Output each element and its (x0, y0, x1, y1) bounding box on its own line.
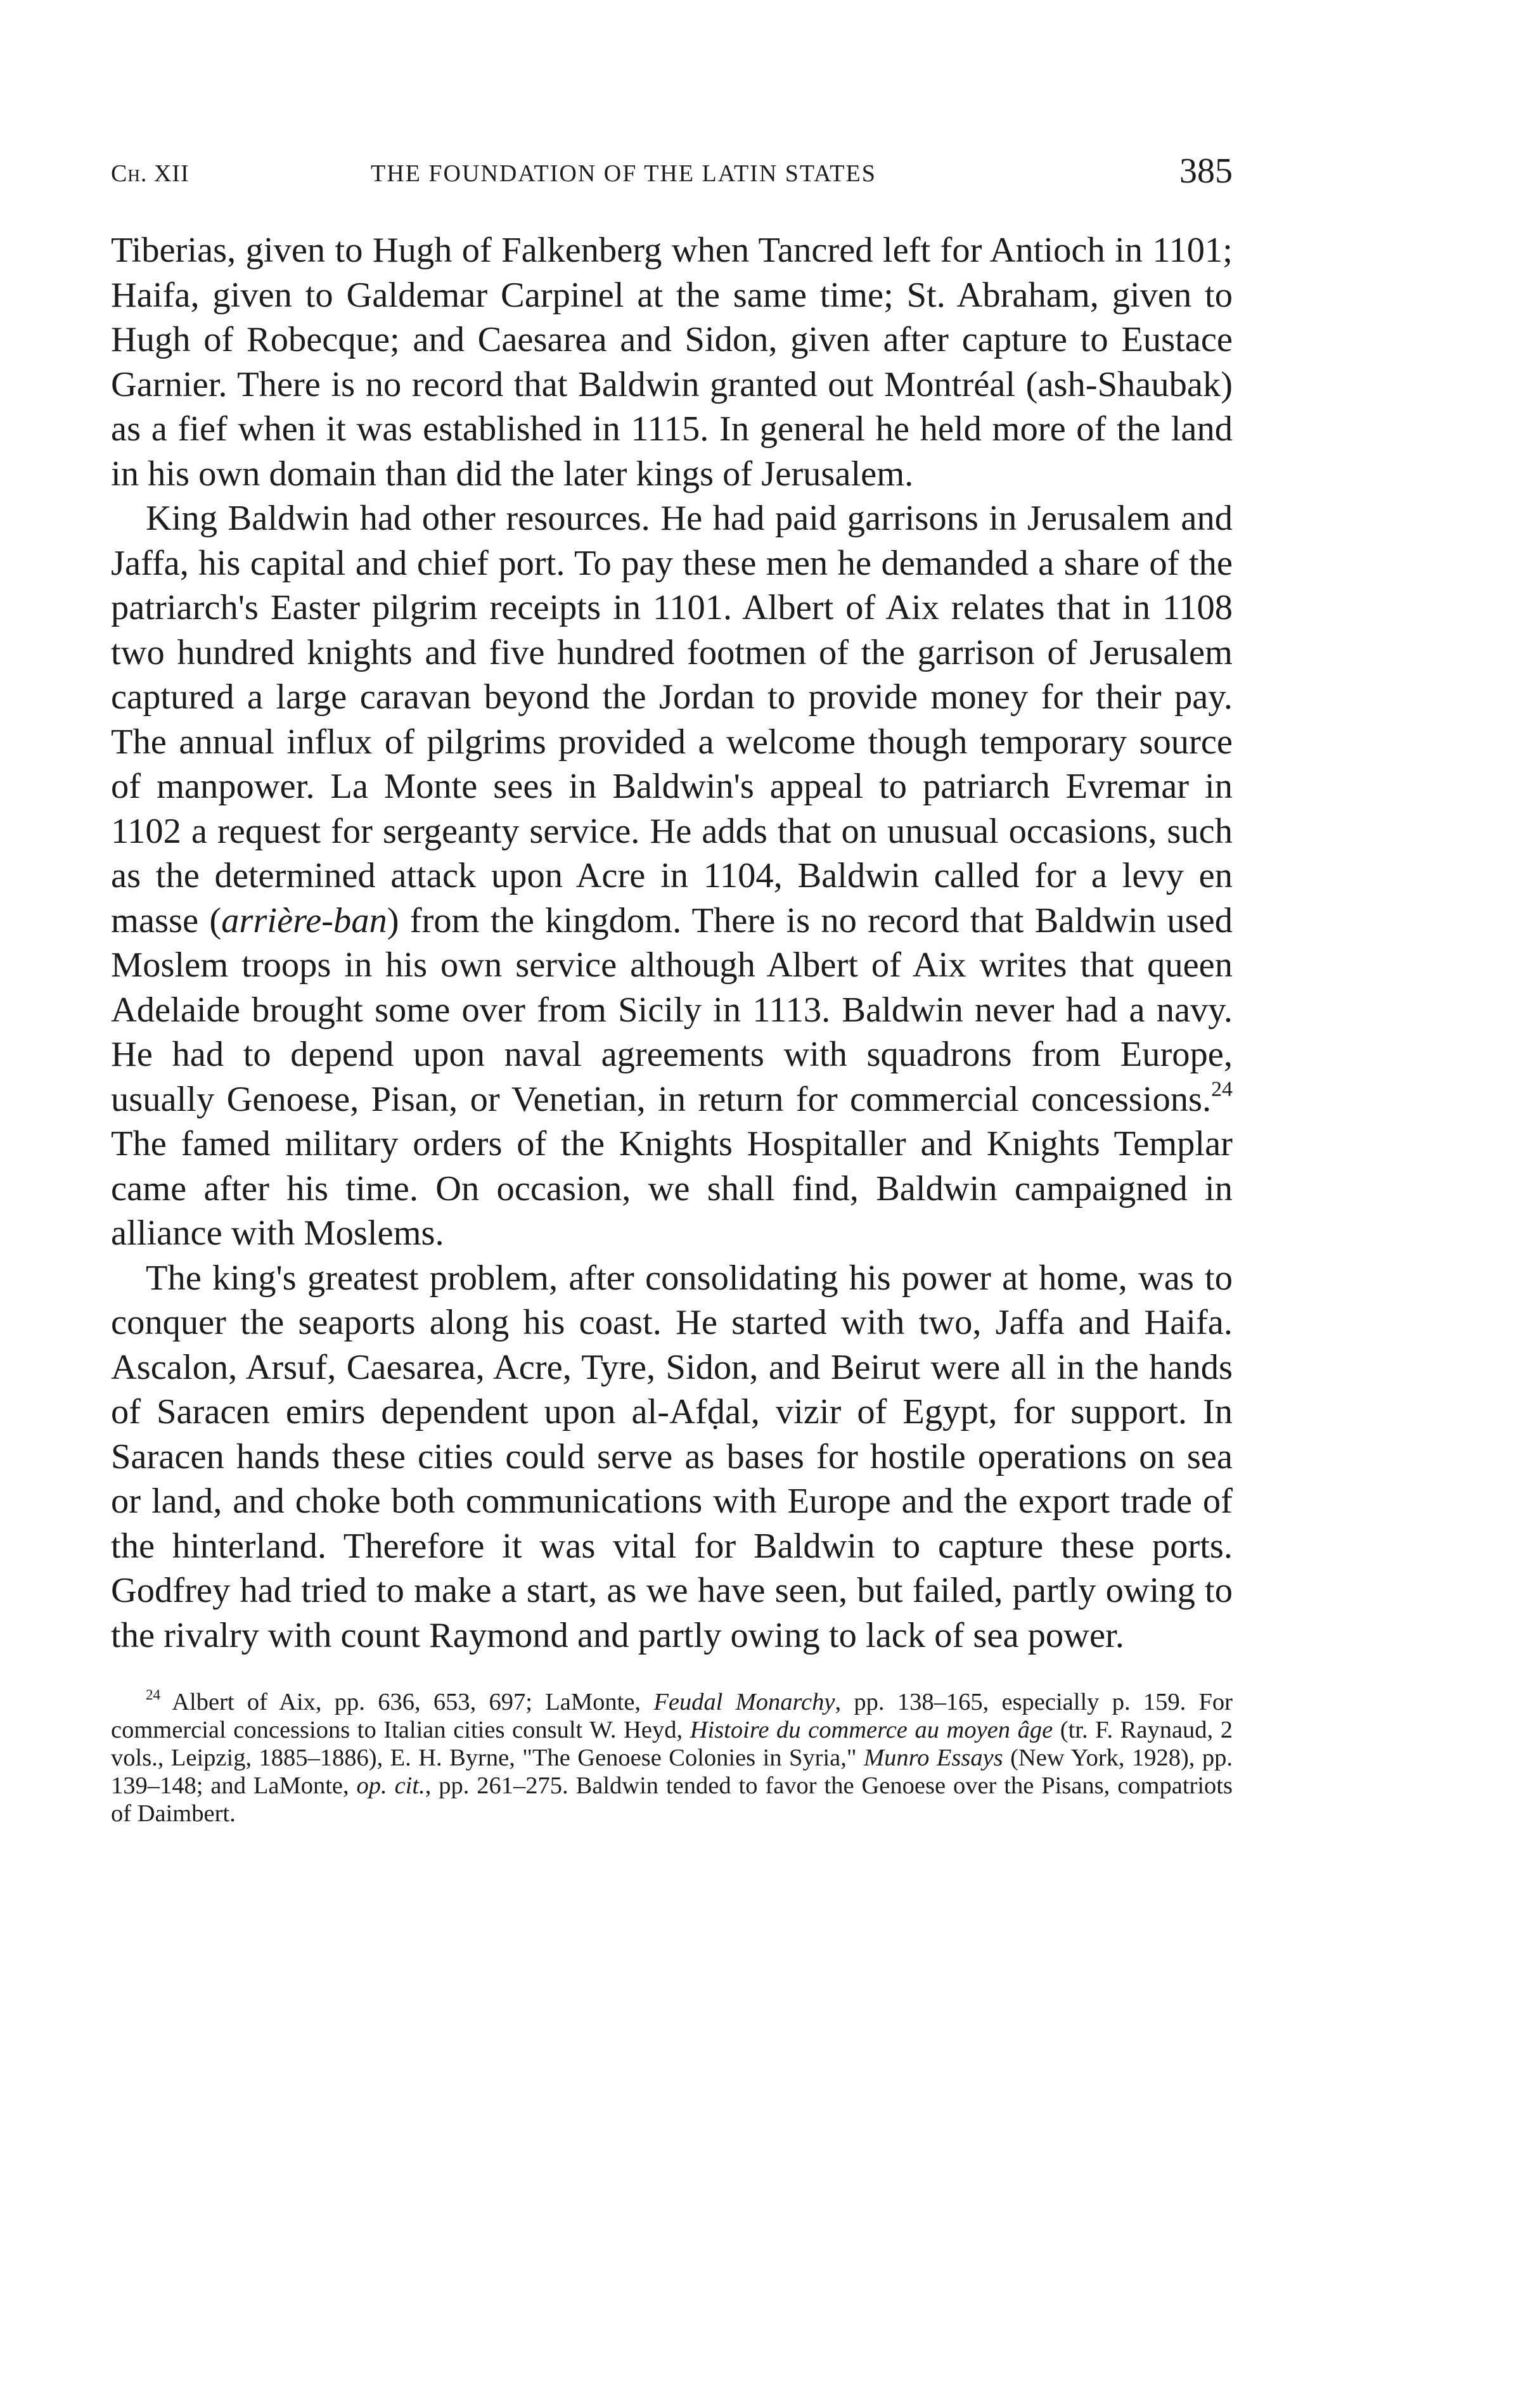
footnote-text: , pp. 261–275. Baldwin tended to favor the Genoese over the Pisans, compatriots of Daimbert. (111, 1772, 1233, 1827)
footnote-text: (New York, 1928), pp. 139–148; and LaMonte, (111, 1745, 1233, 1799)
page-number: 385 (1179, 151, 1233, 191)
paragraph (111, 228, 1233, 496)
footnote-text: , pp. 138–165, especially p. 159. For commercial concessions to Italian cities consult W. Heyd, (111, 1689, 1233, 1743)
paragraph (111, 1256, 1233, 1658)
book-page (111, 146, 1233, 1828)
paragraph (111, 496, 1233, 1256)
paragraph-text: Tiberias, given to Hugh of Falkenberg when Tancred left for Antioch in 1101; Haifa, given to Galdemar Carpinel at the same time; St. Abraham, given to Hugh of Robecque; and Caesarea and Sidon, given after capture to Eustace Garnier. There is no record that Baldwin granted out Montréal (ash-Shaubak) as a fief when it was established in 1115. In general he held more of the land in his own domain than did the later kings of Jerusalem. (111, 231, 1233, 494)
footnote-reference: 24 (1211, 1077, 1233, 1101)
cited-title: Feudal Monarchy (653, 1689, 835, 1715)
paragraph-text: King Baldwin had other resources. He had paid garrisons in Jerusalem and Jaffa, his capital and chief port. To pay these men he demanded a share of the patriarch's Easter pilgrim receipts in 1101. Albert of Aix relates that in 1108 two hundred knights and five hundred footmen of the garrison of Jerusalem captured a large caravan beyond the Jordan to provide money for their pay. The annual influx of pilgrims provided a welcome though temporary source of manpower. La Monte sees in Baldwin's appeal to patriarch Evremar in 1102 a request for sergeanty service. He adds that on unusual occasions, such as the determined attack upon Acre in 1104, Baldwin called for a levy en masse ( (111, 499, 1233, 940)
cited-title: Munro Essays (864, 1745, 1003, 1771)
paragraph-text: The king's greatest problem, after consolidating his power at home, was to conquer the seaports along his coast. He started with two, Jaffa and Haifa. Ascalon, Arsuf, Caesarea, Acre, Tyre, Sidon, and Beirut were all in the hands of Saracen emirs dependent upon al-Afḍal, vizir of Egypt, for support. In Saracen hands these cities could serve as bases for hostile operations on sea or land, and choke both communications with Europe and the export trade of the hinterland. Therefore it was vital for Baldwin to capture these ports. Godfrey had tried to make a start, as we have seen, but failed, partly owing to the rivalry with count Raymond and partly owing to lack of sea power. (111, 1258, 1233, 1655)
cited-title: Histoire du commerce au moyen âge (690, 1717, 1053, 1743)
running-head (111, 146, 1233, 203)
running-title: THE FOUNDATION OF THE LATIN STATES (371, 160, 876, 187)
footnote-text: Albert of Aix, pp. 636, 653, 697; LaMonte, (160, 1689, 654, 1715)
body-text (111, 228, 1233, 1658)
footnote (111, 1688, 1233, 1828)
chapter-label: Ch. XII (111, 160, 189, 187)
paragraph-text: The famed military orders of the Knights Hospitaller and Knights Templar came after his time. On occasion, we shall find, Baldwin campaigned in alliance with Moslems. (111, 1124, 1233, 1253)
italic-term: arrière-ban (221, 900, 387, 940)
footnote-number: 24 (146, 1686, 161, 1703)
footnote-text: (tr. F. Raynaud, 2 vols., Leipzig, 1885–1886), E. H. Byrne, "The Genoese Colonies in Syria," (111, 1717, 1233, 1771)
paragraph-text: ) from the kingdom. There is no record that Baldwin used Moslem troops in his own service although Albert of Aix writes that queen Adelaide brought some over from Sicily in 1113. Baldwin never had a navy. He had to depend upon naval agreements with squadrons from Europe, usually Genoese, Pisan, or Venetian, in return for commercial concessions. (111, 900, 1233, 1119)
cited-abbreviation: op. cit. (356, 1772, 425, 1799)
